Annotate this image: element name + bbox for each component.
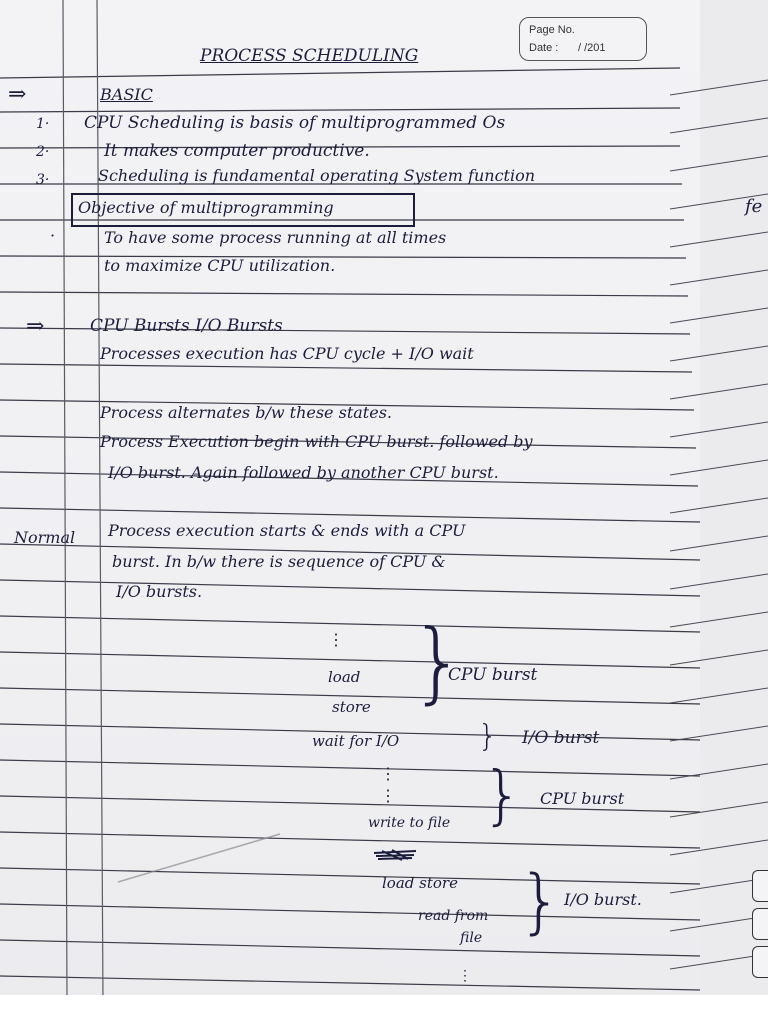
- instruction: read from: [418, 908, 489, 924]
- objective-heading: Objective of multiprogramming: [78, 198, 334, 217]
- adjacent-page-lines: [665, 0, 768, 1000]
- objective-text: To have some process running at all times: [104, 228, 447, 247]
- bursts-text: Process Execution begin with CPU burst. followed by: [100, 432, 533, 451]
- instruction: load store: [382, 874, 458, 892]
- continuation-dots: ⋮: [380, 764, 396, 783]
- pencil-mark: [110, 830, 310, 890]
- index-tab: [752, 908, 768, 940]
- instruction: wait for I/O: [312, 732, 400, 750]
- point-number: 1·: [36, 116, 50, 132]
- instruction: load: [328, 668, 361, 686]
- burst-label: CPU burst: [540, 789, 625, 808]
- objective-text: to maximize CPU utilization.: [104, 256, 336, 275]
- page-title: PROCESS SCHEDULING: [200, 46, 419, 66]
- bursts-heading: CPU Bursts I/O Bursts: [90, 316, 283, 336]
- continuation-dots: ⋮: [328, 630, 344, 649]
- page-bottom-margin: [0, 995, 768, 1024]
- section-arrow: ⇒: [8, 82, 27, 107]
- scribble-icon: [372, 845, 422, 865]
- normal-text: Process execution starts & ends with a CPU: [108, 521, 466, 540]
- page-no-label: Page No.: [529, 24, 575, 36]
- continuation-dots: ⋮: [458, 968, 472, 984]
- margin-note: Normal: [14, 528, 76, 547]
- point-text: CPU Scheduling is basis of multiprogrammed Os: [84, 113, 506, 133]
- point-text: It makes computer productive.: [104, 141, 370, 161]
- date-label: Date :: [529, 42, 559, 54]
- index-tab: [752, 946, 768, 978]
- bullet: ·: [50, 226, 56, 245]
- normal-text: burst. In b/w there is sequence of CPU &: [112, 552, 446, 571]
- date-value: / /201: [578, 42, 606, 54]
- instruction: file: [460, 930, 483, 946]
- brace-icon: }: [518, 860, 563, 942]
- point-number: 3·: [36, 172, 50, 188]
- basic-heading: BASIC: [100, 85, 153, 104]
- instruction: write to file: [368, 815, 451, 831]
- bursts-text: Processes execution has CPU cycle + I/O wait: [100, 344, 474, 363]
- bursts-text: Process alternates b/w these states.: [100, 403, 392, 422]
- right-page-fragment: fe: [745, 196, 763, 217]
- burst-label: I/O burst: [522, 728, 600, 748]
- burst-label: CPU burst: [448, 665, 538, 685]
- brace-icon: }: [482, 759, 523, 833]
- section-arrow: ⇒: [26, 314, 45, 339]
- point-number: 2·: [36, 144, 50, 160]
- brace-icon: }: [410, 610, 466, 713]
- index-tab: [752, 870, 768, 902]
- instruction: store: [332, 698, 371, 716]
- continuation-dots: ⋮: [380, 786, 396, 805]
- point-text: Scheduling is fundamental operating System function: [98, 166, 536, 185]
- page-no-date-box: [519, 17, 647, 61]
- burst-label: I/O burst.: [564, 890, 642, 909]
- bursts-text: I/O burst. Again followed by another CPU burst.: [108, 463, 499, 482]
- normal-text: I/O bursts.: [116, 582, 203, 601]
- brace-icon: }: [478, 719, 498, 754]
